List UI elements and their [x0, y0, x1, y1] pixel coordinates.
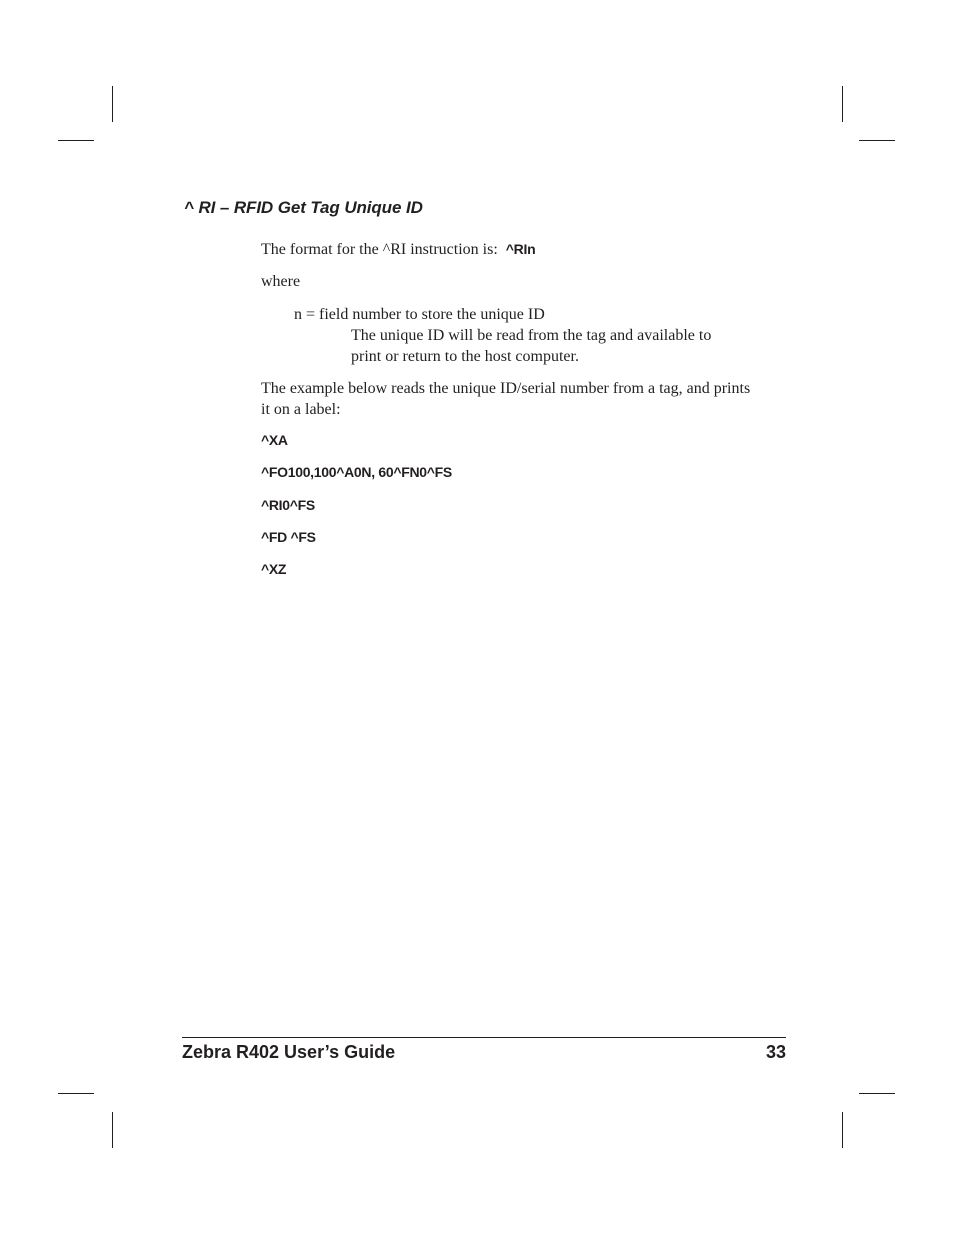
parameter-description-line-2: print or return to the host computer.: [351, 348, 579, 365]
crop-mark-top-left-vertical: [112, 86, 113, 122]
code-line: ^XZ: [261, 561, 287, 577]
crop-mark-top-right-horizontal: [859, 140, 895, 141]
format-intro: The format for the ^RI instruction is:: [261, 241, 498, 258]
crop-mark-top-right-vertical: [842, 86, 843, 122]
code-line: ^FD ^FS: [261, 529, 316, 545]
page-number: 33: [765, 1042, 786, 1062]
crop-mark-bottom-left-vertical: [112, 1112, 113, 1148]
crop-mark-bottom-left-horizontal: [58, 1093, 94, 1094]
code-line: ^FO100,100^A0N, 60^FN0^FS: [261, 464, 452, 480]
crop-mark-bottom-right-horizontal: [859, 1093, 895, 1094]
footer-rule: [182, 1037, 786, 1038]
code-line: ^XA: [261, 432, 288, 448]
where-label: where: [261, 273, 301, 290]
parameter-description-line-1: The unique ID will be read from the tag and available to: [351, 327, 712, 344]
example-intro-line-1: The example below reads the unique ID/serial number from a tag, and prints: [261, 380, 751, 397]
parameter-definition: n = field number to store the unique ID: [294, 306, 545, 323]
example-intro-line-2: it on a label:: [261, 401, 341, 418]
format-command: ^RIn: [505, 241, 536, 257]
footer-title: Zebra R402 User’s Guide: [182, 1042, 396, 1062]
format-paragraph: [261, 239, 535, 260]
crop-mark-bottom-right-vertical: [842, 1112, 843, 1148]
crop-mark-top-left-horizontal: [58, 140, 94, 141]
code-line: ^RI0^FS: [261, 497, 315, 513]
section-heading: ^ RI – RFID Get Tag Unique ID: [184, 198, 423, 217]
